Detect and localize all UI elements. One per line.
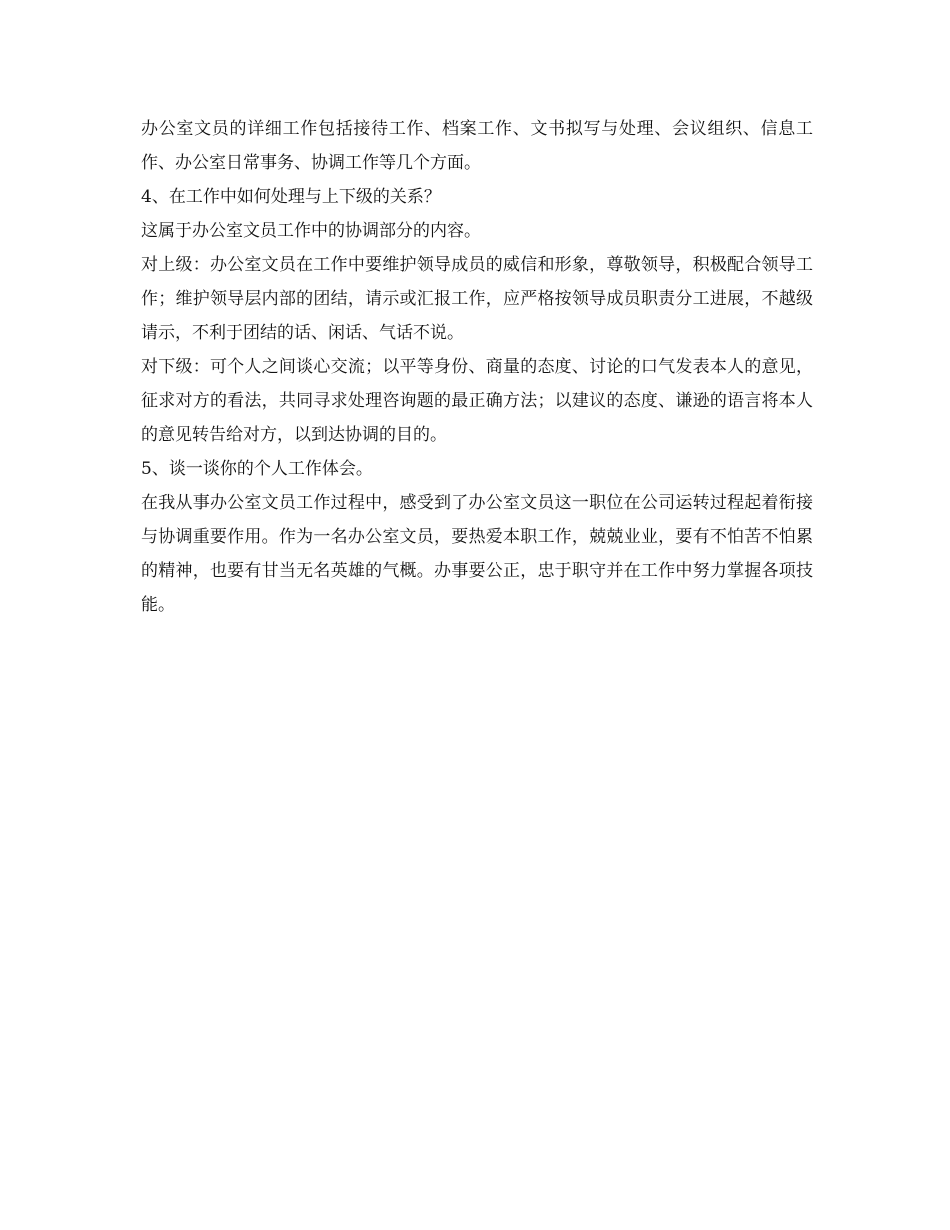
paragraph-coordination: 这属于办公室文员工作中的协调部分的内容。 — [141, 221, 481, 241]
question-5-heading: 5、谈一谈你的个人工作体会。 — [141, 459, 373, 479]
paragraph-superiors: 对上级：办公室文员在工作中要维护领导成员的威信和形象，尊敬领导，积极配合领导工作；维护领导层内部的团结，请示或汇报工作，应严格按领导成员职责分工进展，不越级请示，不利于团结的话、闲话、气话不说。 — [141, 255, 813, 343]
paragraph-personal-experience: 在我从事办公室文员工作过程中，感受到了办公室文员这一职位在公司运转过程起着衔接与协调重要作用。作为一名办公室文员，要热爱本职工作，兢兢业业，要有不怕苦不怕累的精神，也要有甘当无名英雄的气概。办事要公正，忠于职守并在工作中努力掌握各项技能。 — [141, 493, 813, 615]
question-4-heading: 4、在工作中如何处理与上下级的关系？ — [141, 187, 441, 207]
document-body — [141, 112, 813, 622]
paragraph-duties: 办公室文员的详细工作包括接待工作、档案工作、文书拟写与处理、会议组织、信息工作、办公室日常事务、协调工作等几个方面。 — [141, 119, 813, 173]
paragraph-subordinates: 对下级：可个人之间谈心交流；以平等身份、商量的态度、讨论的口气发表本人的意见，征求对方的看法，共同寻求处理咨询题的最正确方法；以建议的态度、谦逊的语言将本人的意见转告给对方，以到达协调的目的。 — [141, 357, 813, 445]
